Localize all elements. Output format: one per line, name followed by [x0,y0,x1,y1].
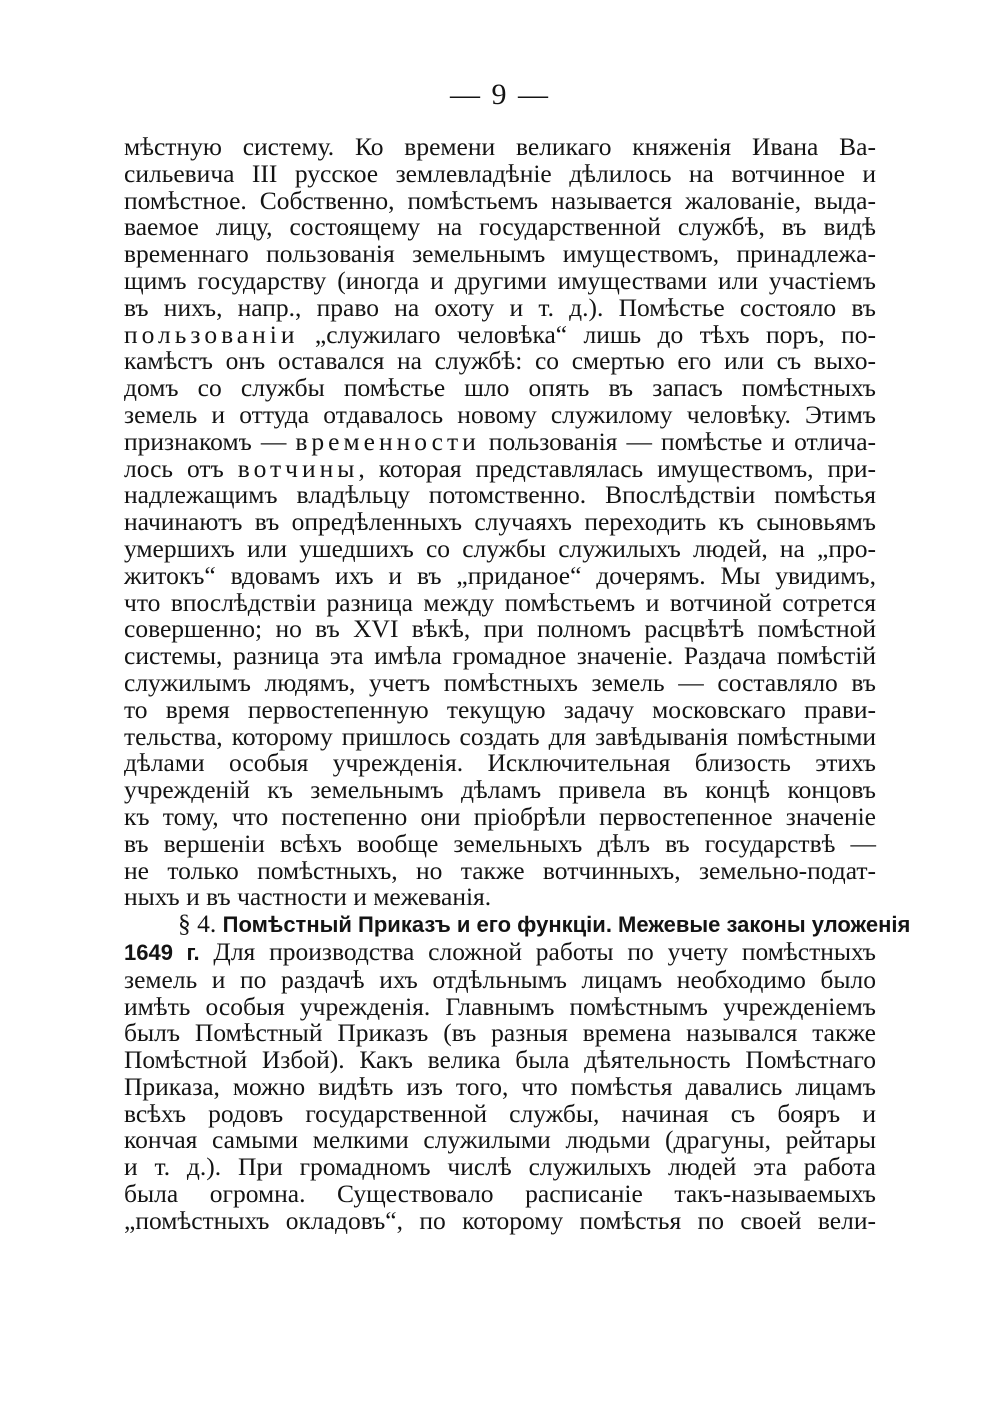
text-line: всѣхъ родовъ государственной службы, начиная съ бояръ и [124,1098,876,1128]
text-line: Помѣстной Избой). Какъ велика была дѣятельность Помѣстнаго [124,1045,876,1075]
text-line: признакомъ — временности пользованія — помѣстье и отлича- [124,426,877,456]
text-line: въ вершеніи всѣхъ вообще земельныхъ дѣлъ въ государствѣ — [124,828,876,858]
text-line: совершенно; но въ XVI вѣкѣ, при полномъ расцвѣтѣ помѣстной [124,614,876,644]
page-number: — 9 — [450,78,550,111]
text-line: къ тому, что постепенно они пріобрѣли первостепенное значеніе [124,801,876,831]
text-line: дѣлами особыя учрежденія. Исключительная близость этихъ [124,748,876,778]
text-line: имѣть особыя учрежденія. Главнымъ помѣстнымъ учрежденіемъ [124,991,876,1021]
text-line: былъ Помѣстный Приказъ (въ разныя времена назывался также [124,1018,876,1048]
section-year: 1649 г. [124,939,200,965]
text-line: житокъ“ вдовамъ ихъ и въ „приданое“ дочерямъ. Мы увидимъ, [124,560,876,590]
text-line: камѣстъ онъ оставался на службѣ: со смертью его или съ выхо- [124,346,876,376]
text-line: въ нихъ, напр., право на охоту и т. д.). Помѣстье состояло въ [124,292,876,322]
text-line: лось отъ вотчины, которая представлялась имуществомъ, при- [124,453,876,483]
text-line: пользованіи „служилаго человѣка“ лишь до тѣхъ поръ, по- [124,319,876,349]
text-line: служилымъ людямъ, учетъ помѣстныхъ земель — составляло въ [124,667,876,697]
body-text [124,132,911,1235]
text-line: не только помѣстныхъ, но также вотчинныхъ, земельно-подат- [124,855,876,885]
text-line: земель и оттуда отдавалось новому служилому человѣку. Этимъ [124,399,876,429]
text-line: щимъ государству (иногда и другими имуществами или участіемъ [124,265,876,295]
text-line: то время первостепенную текущую задачу московскаго прави- [124,694,876,724]
text-line: системы, разница эта имѣла громадное значеніе. Раздача помѣстій [124,641,876,671]
section-marker: § 4. [178,909,217,939]
text-line: сильевича III русское землевладѣніе дѣлилось на вотчинное и [124,158,876,188]
section-heading [124,909,911,939]
section-title: Помѣстный Приказъ и его функціи. Межевые законы уложенія [222,912,911,938]
text-line: и т. д.). При громадномъ числѣ служилыхъ людей эта работа [124,1152,876,1182]
text-line: временнаго пользованія земельнымъ имуществомъ, принадлежа- [124,239,876,269]
text-line: надлежащимъ владѣльцу потомственно. Впослѣдствіи помѣстья [124,480,876,510]
text-line: умершихъ или ушедшихъ со службы служилыхъ людей, на „про- [124,533,876,563]
text-line: помѣстное. Собственно, помѣстьемъ называется жалованіе, выда- [124,185,876,215]
text-line: ныхъ и въ частности и межеванія. [124,882,492,912]
text-line: начинаютъ въ опредѣленныхъ случаяхъ переходить къ сыновьямъ [124,507,876,537]
text-line: учрежденій къ земельнымъ дѣламъ привела въ концѣ концовъ [124,775,876,805]
text-line: „помѣстныхъ окладовъ“, по которому помѣстья по своей вели- [124,1205,876,1235]
text-line: земель и по раздачѣ ихъ отдѣльнымъ лицамъ необходимо было [124,964,876,994]
text-line: Приказа, можно видѣть изъ того, что помѣстья давались лицамъ [124,1071,876,1101]
text-line: что впослѣдствіи разница между помѣстьемъ и вотчиной сотрется [124,587,876,617]
text-line: была огромна. Существовало расписаніе такъ-называемыхъ [124,1179,876,1209]
text-line: 1649 г. Для производства сложной работы по учету помѣстныхъ [124,936,876,966]
text-line: тельства, которому пришлось создать для завѣдыванія помѣстными [124,721,876,751]
text-line: ваемое лицу, состоящему на государственной службѣ, въ видѣ [124,212,876,242]
text-line: мѣстную систему. Ко времени великаго княженія Ивана Ва- [124,132,876,161]
text-line: домъ со службы помѣстье шло опять въ запасъ помѣстныхъ [124,373,876,403]
text-line: кончая самыми мелкими служилыми людьми (драгуны, рейтары [124,1125,876,1155]
